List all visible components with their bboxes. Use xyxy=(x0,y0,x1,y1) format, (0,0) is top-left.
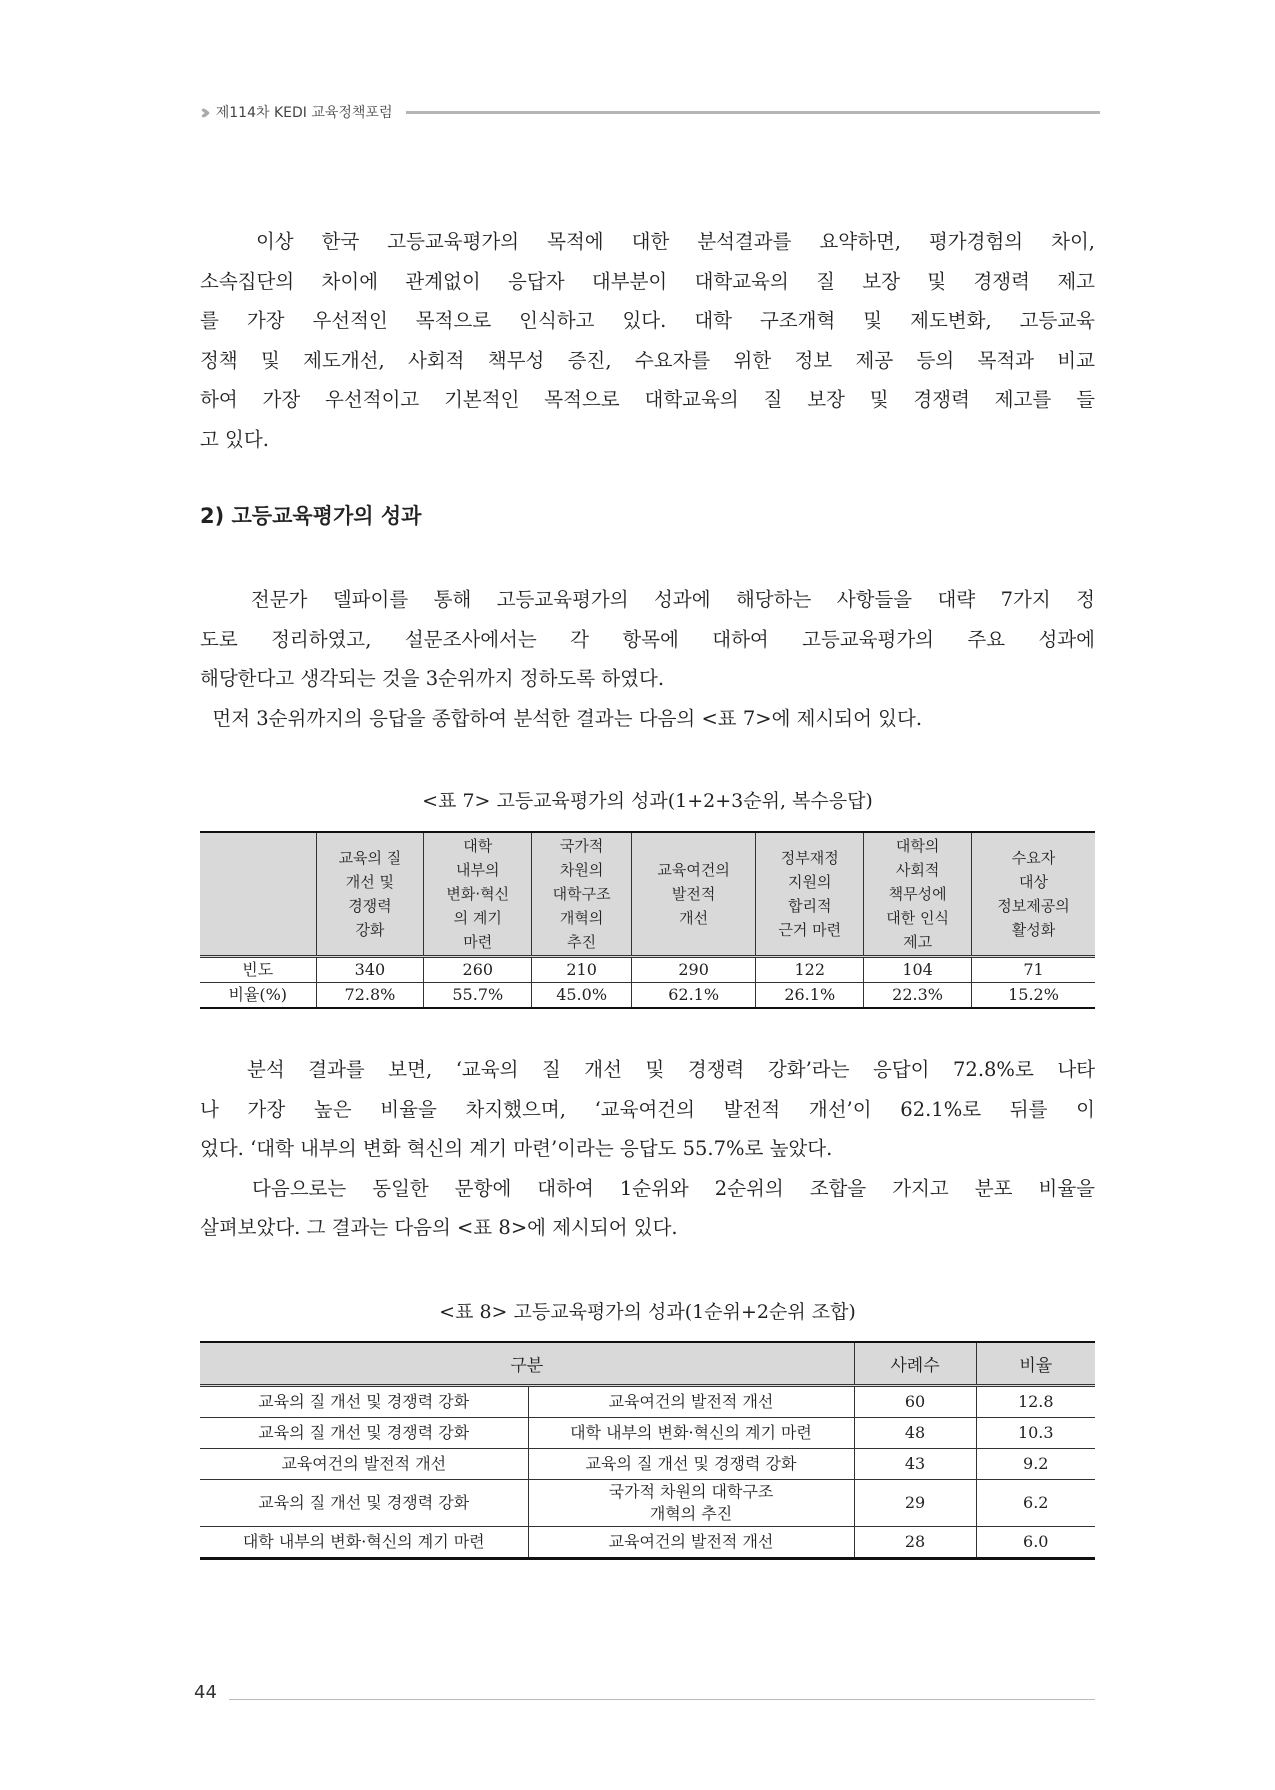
paragraph-analysis xyxy=(200,1050,1095,1248)
text-line: 분석 결과를 보면, ‘교육의 질 개선 및 경쟁력 강화’라는 응답이 72.8%로 나타 xyxy=(200,1058,1095,1081)
ratio: 6.0 xyxy=(976,1527,1095,1559)
running-header xyxy=(200,100,1100,124)
case-count: 28 xyxy=(854,1527,976,1559)
table7-header-cell: 교육의 질 개선 및 경쟁력 강화 xyxy=(316,832,424,957)
table-cell: 22.3% xyxy=(864,983,972,1009)
table-row xyxy=(200,1527,1095,1559)
table7-header-cell: 수요자 대상 정보제공의 활성화 xyxy=(972,832,1095,957)
first-priority: 교육여건의 발전적 개선 xyxy=(200,1449,528,1480)
case-count: 29 xyxy=(854,1480,976,1527)
header-title: 제114차 KEDI 교육정책포럼 xyxy=(215,105,393,121)
table7-header-cell: 교육여건의 발전적 개선 xyxy=(632,832,756,957)
table-cell: 210 xyxy=(532,957,632,983)
table-cell: 290 xyxy=(632,957,756,983)
table7-header-cell: 정부재정 지원의 합리적 근거 마련 xyxy=(756,832,864,957)
ratio: 9.2 xyxy=(976,1449,1095,1480)
case-count: 43 xyxy=(854,1449,976,1480)
ratio: 10.3 xyxy=(976,1418,1095,1449)
text-line: 소속집단의 차이에 관계없이 응답자 대부분이 대학교육의 질 보장 및 경쟁력 제고 xyxy=(200,269,1095,293)
text-line: 나 가장 높은 비율을 차지했으며, ‘교육여건의 발전적 개선’이 62.1%로 뒤를 이 xyxy=(200,1097,1095,1121)
table-cell: 71 xyxy=(972,957,1095,983)
second-priority: 교육여건의 발전적 개선 xyxy=(528,1386,854,1418)
second-priority: 국가적 차원의 대학구조 개혁의 추진 xyxy=(528,1480,854,1527)
table7-header-cell: 대학 내부의 변화·혁신 의 계기 마련 xyxy=(424,832,532,957)
page-footer xyxy=(194,1682,1095,1703)
table-cell: 15.2% xyxy=(972,983,1095,1009)
paragraph-delphi xyxy=(200,580,1095,738)
ratio: 12.8 xyxy=(976,1386,1095,1418)
first-priority: 교육의 질 개선 및 경쟁력 강화 xyxy=(200,1480,528,1527)
first-priority: 교육의 질 개선 및 경쟁력 강화 xyxy=(200,1418,528,1449)
table-row xyxy=(200,983,1095,1009)
header-rule xyxy=(406,111,1100,114)
table-cell: 72.8% xyxy=(316,983,424,1009)
table-row xyxy=(200,1480,1095,1527)
row-label: 비율(%) xyxy=(200,983,316,1009)
text-line: 를 가장 우선적인 목적으로 인식하고 있다. 대학 구조개혁 및 제도변화, 고등교육 xyxy=(200,309,1095,332)
table7 xyxy=(200,831,1095,1009)
table-cell: 62.1% xyxy=(632,983,756,1009)
paragraph-summary xyxy=(200,222,1095,459)
table-row xyxy=(200,1418,1095,1449)
text-line: 전문가 델파이를 통해 고등교육평가의 성과에 해당하는 사항들을 대략 7가지 정 xyxy=(200,588,1095,611)
table-cell: 104 xyxy=(864,957,972,983)
text-line: 다음으로는 동일한 문항에 대하여 1순위와 2순위의 조합을 가지고 분포 비율을 xyxy=(200,1176,1095,1200)
footer-rule xyxy=(229,1699,1095,1700)
text-line: 하여 가장 우선적이고 기본적인 목적으로 대학교육의 질 보장 및 경쟁력 제고를 들 xyxy=(200,388,1095,411)
text-line: 해당한다고 생각되는 것을 3순위까지 정하도록 하였다. xyxy=(200,667,665,690)
table-cell: 122 xyxy=(756,957,864,983)
text-line: 먼저 3순위까지의 응답을 종합하여 분석한 결과는 다음의 <표 7>에 제시되어 있다. xyxy=(200,706,923,730)
table-cell: 45.0% xyxy=(532,983,632,1009)
case-count: 60 xyxy=(854,1386,976,1418)
table8-caption: <표 8> 고등교육평가의 성과(1순위+2순위 조합) xyxy=(439,1301,856,1323)
text-line: 살펴보았다. 그 결과는 다음의 <표 8>에 제시되어 있다. xyxy=(200,1216,678,1239)
table-cell: 55.7% xyxy=(424,983,532,1009)
case-count: 48 xyxy=(854,1418,976,1449)
table7-header-cell xyxy=(200,832,316,957)
table8 xyxy=(200,1341,1095,1560)
page-number: 44 xyxy=(194,1682,217,1703)
table-row xyxy=(200,1386,1095,1418)
text-line: 었다. ‘대학 내부의 변화 혁신의 계기 마련’이라는 응답도 55.7%로 높았다. xyxy=(200,1137,833,1160)
text-line: 도로 정리하였고, 설문조사에서는 각 항목에 대하여 고등교육평가의 주요 성과에 xyxy=(200,627,1095,651)
table8-header-ratio: 비율 xyxy=(976,1342,1095,1386)
text-line: 고 있다. xyxy=(200,427,269,451)
first-priority: 대학 내부의 변화·혁신의 계기 마련 xyxy=(200,1527,528,1559)
table7-caption: <표 7> 고등교육평가의 성과(1+2+3순위, 복수응답) xyxy=(422,790,873,812)
ratio: 6.2 xyxy=(976,1480,1095,1527)
second-priority: 대학 내부의 변화·혁신의 계기 마련 xyxy=(528,1418,854,1449)
second-priority: 교육의 질 개선 및 경쟁력 강화 xyxy=(528,1449,854,1480)
table-cell: 340 xyxy=(316,957,424,983)
first-priority: 교육의 질 개선 및 경쟁력 강화 xyxy=(200,1386,528,1418)
second-priority: 교육여건의 발전적 개선 xyxy=(528,1527,854,1559)
row-label: 빈도 xyxy=(200,957,316,983)
table-row xyxy=(200,1449,1095,1480)
double-chevron-icon: ››› xyxy=(200,100,204,124)
table8-header-category: 구분 xyxy=(200,1342,854,1386)
table-row xyxy=(200,957,1095,983)
table8-header-count: 사례수 xyxy=(854,1342,976,1386)
text-line: 이상 한국 고등교육평가의 목적에 대한 분석결과를 요약하면, 평가경험의 차이, xyxy=(200,230,1095,253)
table-cell: 260 xyxy=(424,957,532,983)
section-heading: 2) 고등교육평가의 성과 xyxy=(200,504,422,528)
table7-header-cell: 대학의 사회적 책무성에 대한 인식 제고 xyxy=(864,832,972,957)
text-line: 정책 및 제도개선, 사회적 책무성 증진, 수요자를 위한 정보 제공 등의 목적과 비교 xyxy=(200,348,1095,372)
table-cell: 26.1% xyxy=(756,983,864,1009)
table7-header-cell: 국가적 차원의 대학구조 개혁의 추진 xyxy=(532,832,632,957)
